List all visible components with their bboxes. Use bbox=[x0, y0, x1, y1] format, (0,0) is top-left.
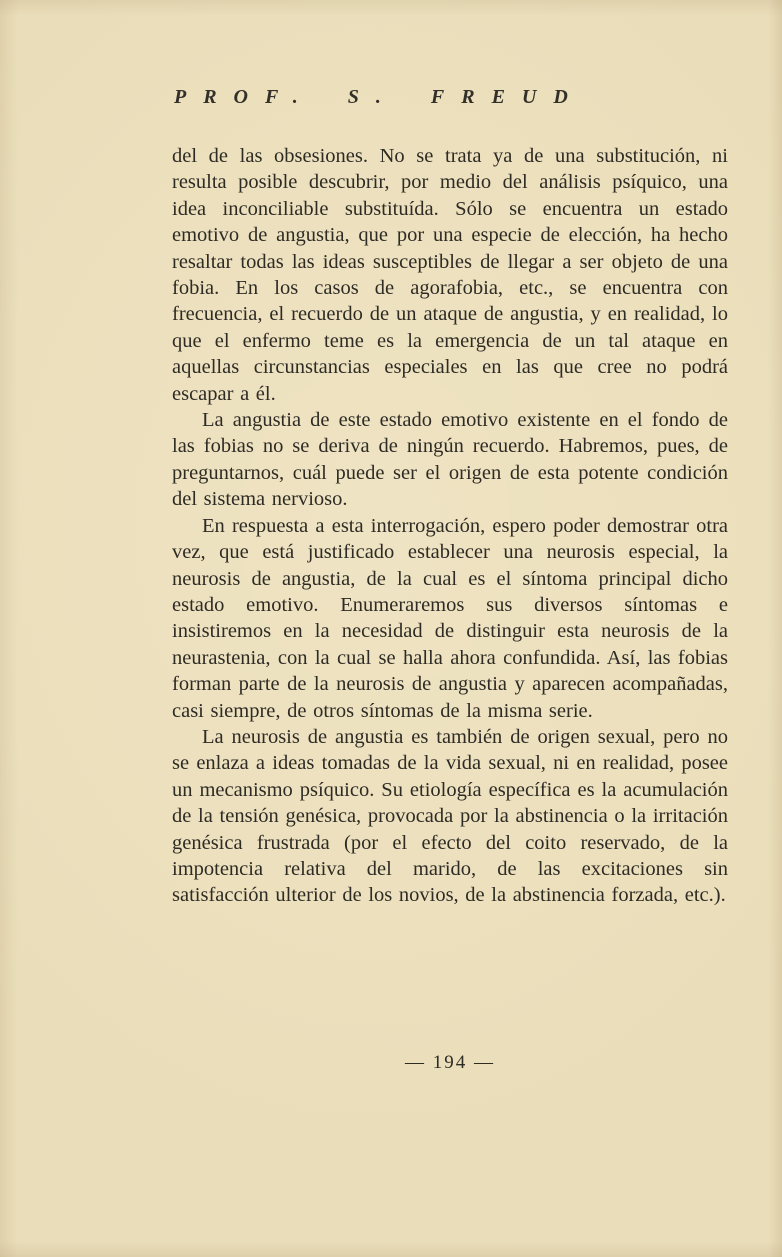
body-text bbox=[172, 143, 728, 909]
paragraph: En respuesta a esta interrogación, espero poder demostrar otra vez, que está justificado establecer una neurosis especial, la neurosis de angustia, de la cual es el síntoma principal dicho estado emotivo. Enumeraremos sus diversos síntomas e insistiremos en la necesidad de distinguir esta neurosis de la neurastenia, con la cual se halla ahora confundida. Así, las fobias forman parte de la neurosis de angustia y aparecen acompañadas, casi siempre, de otros síntomas de la misma serie. bbox=[172, 514, 728, 722]
paragraph-continuation: del de las obsesiones. No se trata ya de una substitución, ni resulta posible descubrir, por medio del análisis psíquico, una idea inconciliable substituída. Sólo se encuentra un estado emotivo de angustia, que por una especie de elección, ha hecho resaltar todas las ideas susceptibles de llegar a ser objeto de una fobia. En los casos de agorafobia, etc., se encuentra con frecuencia, el recuerdo de un ataque de angustia, y en realidad, lo que el enfermo teme es la emergencia de un tal ataque en aquellas circunstancias especiales en las que cree no podrá escapar a él. bbox=[172, 145, 728, 405]
running-header: PROF. S. FREUD bbox=[174, 86, 585, 108]
paragraph: La angustia de este estado emotivo existente en el fondo de las fobias no se deriva de ningún recuerdo. Habremos, pues, de preguntarnos, cuál puede ser el origen de esta potente condición del sistema nervioso. bbox=[172, 409, 728, 511]
paragraph: La neurosis de angustia es también de origen sexual, pero no se enlaza a ideas tomadas de la vida sexual, ni en realidad, posee un mecanismo psíquico. Su etiología específica es la acumulación de la tensión genésica, provocada por la abstinencia o la irritación genésica frustrada (por el efecto del coito reservado, de la impotencia relativa del marido, de las excitaciones sin satisfacción ulterior de los novios, de la abstinencia forzada, etc.). bbox=[172, 725, 728, 907]
page-number: — 194 — bbox=[405, 1052, 495, 1073]
page-content bbox=[172, 86, 728, 909]
